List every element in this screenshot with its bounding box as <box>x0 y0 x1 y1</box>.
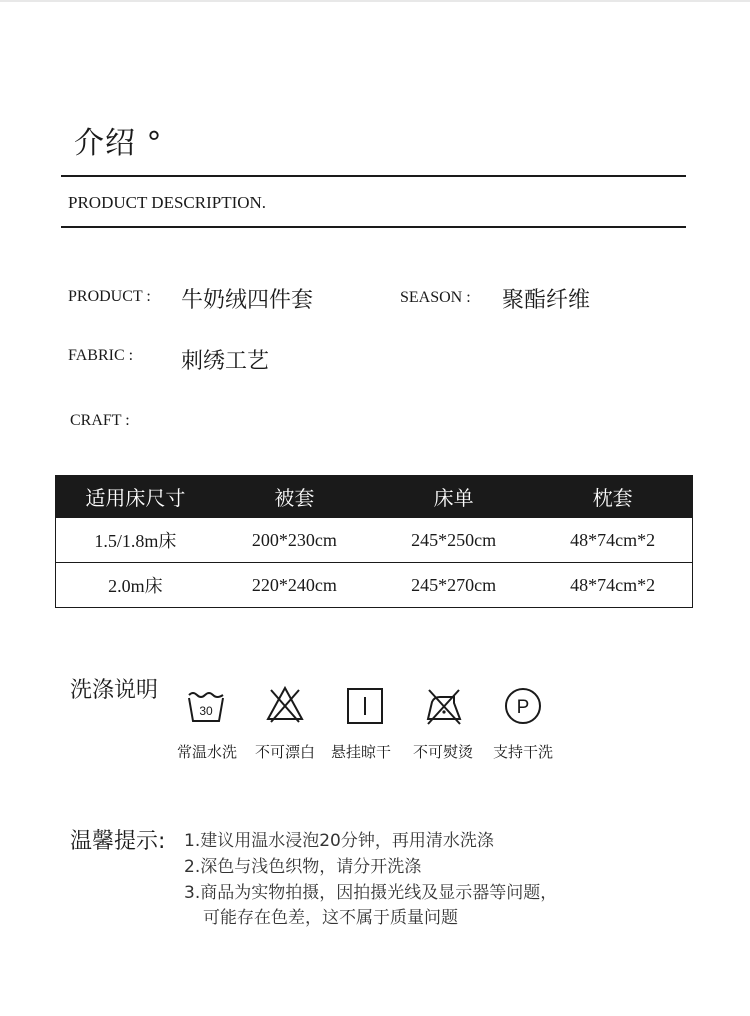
table-cell: 48*74cm*2 <box>533 563 692 608</box>
care-title: 洗涤说明 <box>70 678 159 703</box>
table-cell: 220*240cm <box>215 563 374 608</box>
product-value: 牛奶绒四件套 <box>181 288 314 313</box>
title-divider-bottom <box>61 226 686 228</box>
table-cell: 245*250cm <box>374 518 533 563</box>
table-row <box>56 563 693 608</box>
dry-clean-text: P <box>516 697 530 718</box>
care-label-dry-clean: 支持干洗 <box>492 743 553 761</box>
header-bed-size: 适用床尺寸 <box>56 476 215 518</box>
header-bed-sheet: 床单 <box>374 476 533 518</box>
table-cell: 2.0m床 <box>56 563 215 608</box>
wash-30-icon <box>186 686 226 726</box>
page-subtitle: PRODUCT DESCRIPTION. <box>68 193 267 212</box>
title-divider-top <box>61 175 686 177</box>
table-cell: 48*74cm*2 <box>533 518 692 563</box>
table-cell: 1.5/1.8m床 <box>56 518 215 563</box>
season-value: 聚酯纤维 <box>502 288 591 313</box>
tip-line-4: 可能存在色差，这不属于质量问题 <box>203 908 458 928</box>
tip-line-3: 3.商品为实物拍摄，因拍摄光线及显示器等问题， <box>184 883 558 903</box>
table-header-row <box>56 476 693 518</box>
tip-line-2: 2.深色与浅色织物，请分开洗涤 <box>184 857 422 877</box>
header-duvet-cover: 被套 <box>215 476 374 518</box>
tip-line-1: 1.建议用温水浸泡20分钟，再用清水洗涤 <box>184 831 494 851</box>
top-divider <box>0 0 750 2</box>
care-label-no-bleach: 不可漂白 <box>254 743 315 761</box>
season-label: SEASON : <box>400 289 471 306</box>
care-label-wash: 常温水洗 <box>176 743 237 761</box>
no-bleach-icon <box>265 684 305 724</box>
dry-clean-p-icon <box>503 686 543 726</box>
fabric-label: FABRIC : <box>68 347 134 364</box>
care-label-no-iron: 不可熨烫 <box>412 743 473 761</box>
table-cell: 200*230cm <box>215 518 374 563</box>
product-label: PRODUCT : <box>68 288 151 305</box>
header-pillowcase: 枕套 <box>533 476 692 518</box>
wash-temp-text: 30 <box>199 704 213 718</box>
tips-title: 温馨提示: <box>70 829 166 854</box>
hang-dry-icon <box>345 686 385 726</box>
table-cell: 245*270cm <box>374 563 533 608</box>
fabric-value: 刺绣工艺 <box>181 349 270 374</box>
page-title: 介绍 ° <box>74 126 163 161</box>
size-table <box>55 475 693 608</box>
care-label-hang-dry: 悬挂晾干 <box>330 743 391 761</box>
table-row <box>56 518 693 563</box>
no-iron-icon <box>424 686 464 726</box>
craft-label: CRAFT : <box>70 412 130 429</box>
